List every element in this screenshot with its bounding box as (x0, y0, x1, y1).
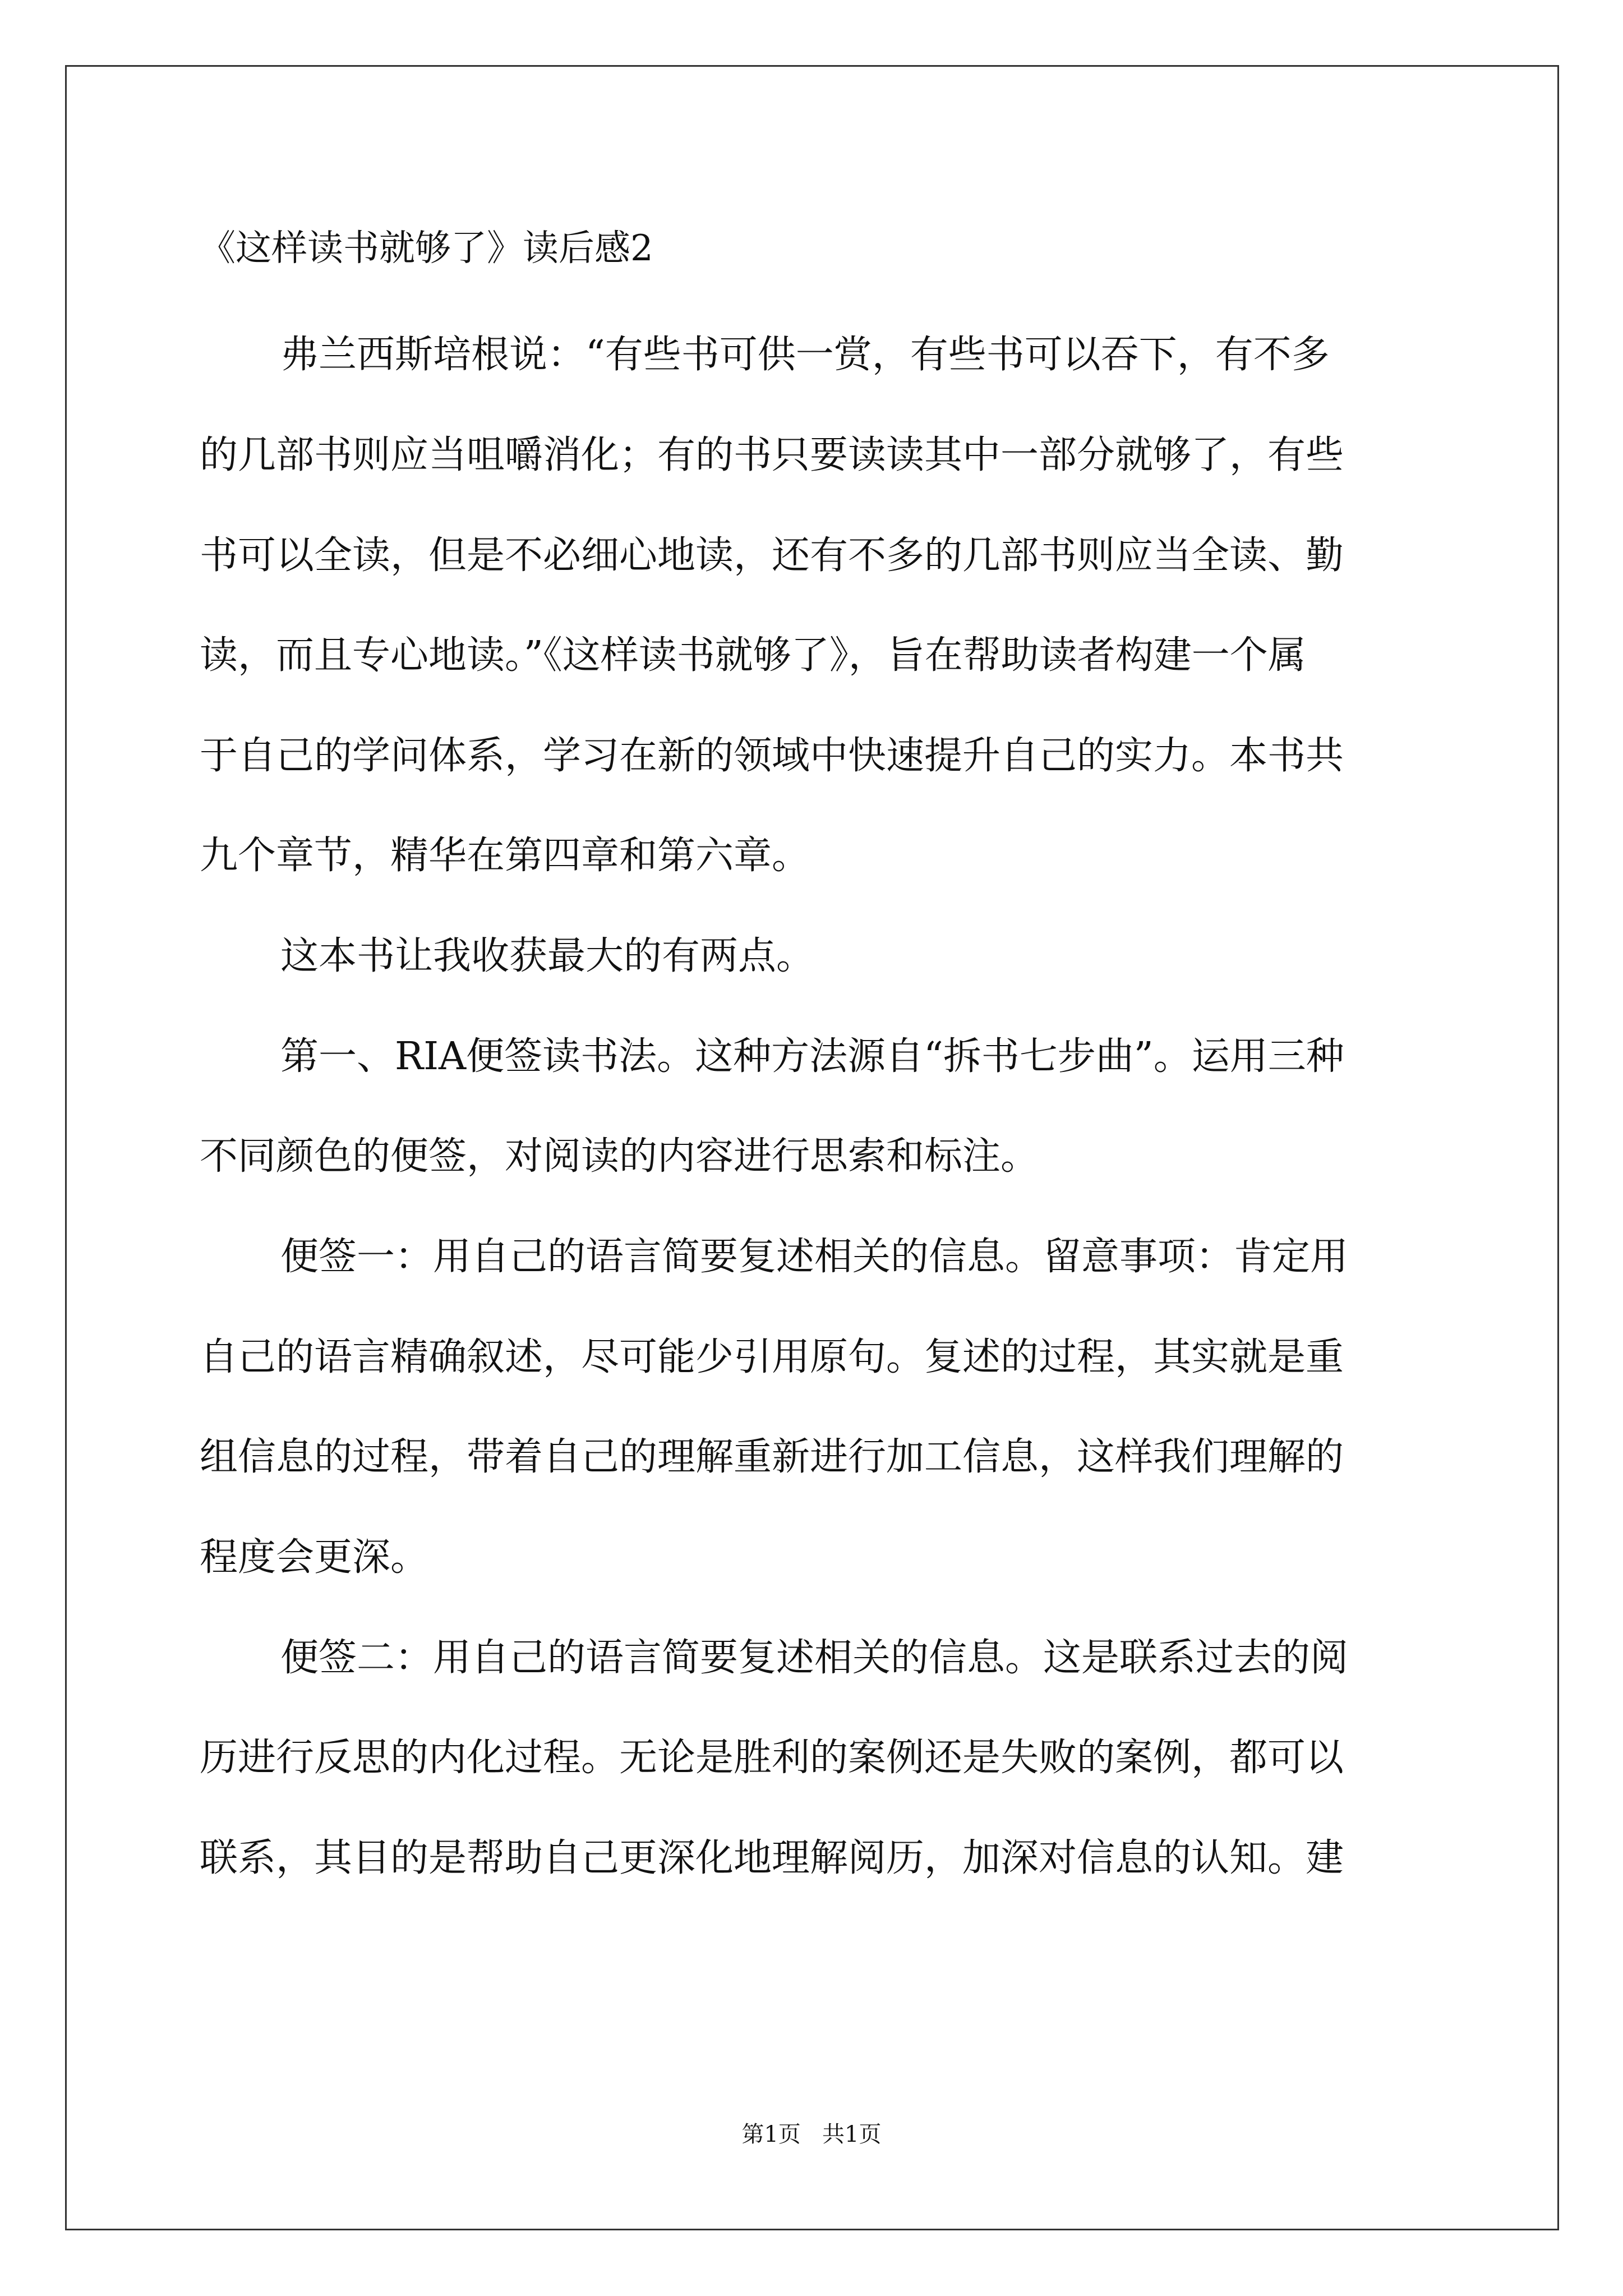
body-line: 联系，其目的是帮助自己更深化地理解阅历，加深对信息的认知。建 (200, 1836, 1344, 1880)
page-footer: 第1页 共1页 (741, 2122, 882, 2147)
body-line: 不同颜色的便签，对阅读的内容进行思索和标注。 (200, 1134, 1039, 1179)
body-line: 组信息的过程，带着自己的理解重新进行加工信息，这样我们理解的 (200, 1435, 1344, 1479)
body-line: 自己的语言精确叙述，尽可能少引用原句。复述的过程，其实就是重 (200, 1335, 1344, 1379)
document-title: 《这样读书就够了》读后感2 (200, 228, 653, 269)
body-line: 读，而且专心地读。”《这样读书就够了》，旨在帮助读者构建一个属 (200, 633, 1306, 678)
body-line: 的几部书则应当咀嚼消化；有的书只要读读其中一部分就够了，有些 (200, 433, 1344, 477)
body-line: 便签一：用自己的语言简要复述相关的信息。留意事项：肯定用 (280, 1235, 1349, 1279)
body-line: 程度会更深。 (200, 1535, 429, 1580)
body-line: 这本书让我收获最大的有两点。 (280, 934, 815, 978)
body-line: 九个章节，精华在第四章和第六章。 (200, 834, 810, 878)
body-line: 书可以全读，但是不必细心地读，还有不多的几部书则应当全读、勤 (200, 533, 1344, 578)
body-line: 便签二：用自己的语言简要复述相关的信息。这是联系过去的阅 (280, 1636, 1349, 1680)
body-line: 弗兰西斯培根说：“有些书可供一赏，有些书可以吞下，有不多 (280, 333, 1330, 377)
body-line: 第一、RIA便签读书法。这种方法源自“拆书七步曲”。运用三种 (280, 1034, 1344, 1079)
body-line: 于自己的学问体系，学习在新的领域中快速提升自己的实力。本书共 (200, 734, 1344, 778)
body-line: 历进行反思的内化过程。无论是胜利的案例还是失败的案例，都可以 (200, 1736, 1344, 1780)
